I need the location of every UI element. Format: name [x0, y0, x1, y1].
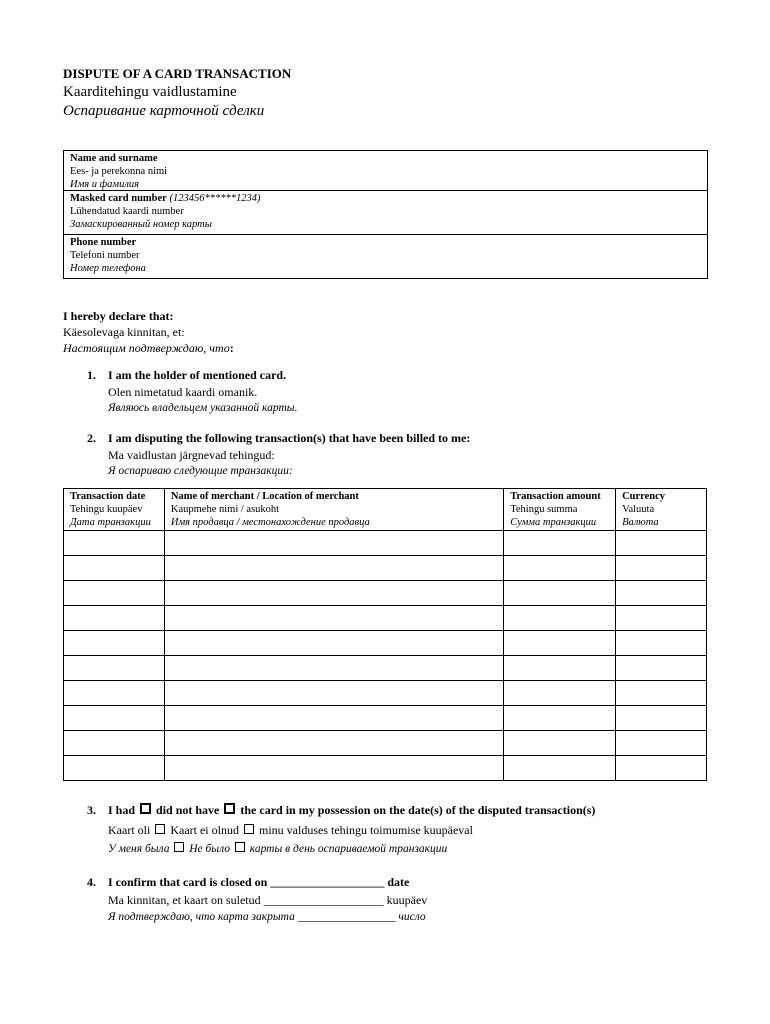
- statement-2-number: 2.: [87, 431, 96, 445]
- statement-3-et-b: Kaart ei olnud: [170, 822, 239, 837]
- table-row: [64, 631, 707, 656]
- statement-4-et-a: Ma kinnitan, et kaart on suletud: [108, 892, 261, 907]
- title-english: DISPUTE OF A CARD TRANSACTION: [63, 66, 292, 81]
- title-russian: Оспаривание карточной сделки: [63, 103, 265, 119]
- table-row: [64, 706, 707, 731]
- header-merchant: Name of merchant / Location of merchant Kaupmehe nimi / asukoht Имя продавца / местонахождение продавца: [164, 489, 503, 531]
- statement-1-ru: Являюсь владельцем указанной карты.: [108, 402, 298, 414]
- statement-3-en-b: did not have: [156, 803, 220, 817]
- card-label-en: Masked card number: [70, 193, 167, 204]
- table-row: [64, 606, 707, 631]
- statement-4-en-b: date: [387, 875, 410, 889]
- table-row: [64, 556, 707, 581]
- merchant-cell[interactable]: [164, 581, 503, 606]
- header-currency: Currency Valuuta Валюта: [616, 489, 707, 531]
- phone-label-en: Phone number: [70, 237, 137, 248]
- phone-label-et: Telefoni number: [70, 250, 140, 261]
- amount-cell[interactable]: [504, 731, 616, 756]
- transactions-table: [63, 488, 707, 781]
- statement-4-et-b: kuupäev: [386, 892, 428, 907]
- statement-3-ru-c: карты в день оспариваемой транзакции: [249, 843, 448, 855]
- amount-cell[interactable]: [504, 581, 616, 606]
- statement-3-et-a: Kaart oli: [108, 822, 151, 837]
- card-label-ru: Замаскированный номер карты: [70, 219, 212, 230]
- statement-1-number: 1.: [87, 368, 96, 382]
- statement-3-ru-b: Не было: [189, 843, 230, 855]
- close-date-blank-en[interactable]: ___________________: [270, 875, 385, 889]
- name-field[interactable]: [64, 151, 707, 191]
- currency-cell[interactable]: [616, 606, 707, 631]
- phone-label-ru: Номер телефона: [70, 263, 146, 274]
- amount-cell[interactable]: [504, 756, 616, 781]
- merchant-cell[interactable]: [164, 681, 503, 706]
- statement-4-ru-b: число: [398, 911, 426, 923]
- currency-cell[interactable]: [616, 581, 707, 606]
- phone-field[interactable]: [64, 235, 707, 278]
- date-cell[interactable]: [64, 681, 165, 706]
- kaart-oli-checkbox[interactable]: [155, 824, 165, 834]
- date-cell[interactable]: [64, 631, 165, 656]
- currency-cell[interactable]: [616, 756, 707, 781]
- currency-cell[interactable]: [616, 631, 707, 656]
- name-label-en: Name and surname: [70, 153, 158, 164]
- declare-ru-colon: :: [229, 341, 234, 355]
- date-cell[interactable]: [64, 706, 165, 731]
- ru-had-checkbox[interactable]: [174, 842, 184, 852]
- statement-3-en-a: I had: [108, 803, 136, 817]
- merchant-cell[interactable]: [164, 656, 503, 681]
- amount-cell[interactable]: [504, 606, 616, 631]
- table-row: [64, 656, 707, 681]
- close-date-blank-et[interactable]: ____________________: [263, 892, 384, 907]
- merchant-cell[interactable]: [164, 531, 503, 556]
- header-amount: Transaction amount Tehingu summa Сумма транзакции: [504, 489, 616, 531]
- currency-cell[interactable]: [616, 656, 707, 681]
- declare-en: I hereby declare that:: [63, 309, 174, 323]
- statement-2-et: Ma vaidlustan järgnevad tehingud:: [108, 447, 275, 462]
- name-label-et: Ees- ja perekonna nimi: [70, 166, 168, 177]
- statement-3-en-c: the card in my possession on the date(s) of the disputed transaction(s): [240, 803, 596, 817]
- table-row: [64, 531, 707, 556]
- name-label-ru: Имя и фамилия: [70, 179, 140, 190]
- amount-cell[interactable]: [504, 706, 616, 731]
- statement-1-et: Olen nimetatud kaardi omanik.: [108, 384, 258, 399]
- table-header-row: [64, 489, 707, 531]
- date-cell[interactable]: [64, 531, 165, 556]
- date-cell[interactable]: [64, 581, 165, 606]
- ru-not-had-checkbox[interactable]: [235, 842, 245, 852]
- had-card-checkbox[interactable]: [140, 803, 151, 814]
- merchant-cell[interactable]: [164, 756, 503, 781]
- date-cell[interactable]: [64, 656, 165, 681]
- table-row: [64, 756, 707, 781]
- currency-cell[interactable]: [616, 556, 707, 581]
- close-date-blank-ru[interactable]: _________________: [297, 911, 396, 923]
- statement-2-en: I am disputing the following transaction(s) that have been billed to me:: [108, 431, 471, 445]
- personal-info-box: [63, 150, 708, 279]
- card-example: (123456******1234): [169, 193, 261, 204]
- amount-cell[interactable]: [504, 556, 616, 581]
- statement-3-number: 3.: [87, 803, 96, 817]
- statement-4-number: 4.: [87, 875, 96, 889]
- amount-cell[interactable]: [504, 531, 616, 556]
- statement-4-ru-a: Я подтверждаю, что карта закрыта: [108, 911, 295, 923]
- table-row: [64, 681, 707, 706]
- table-row: [64, 731, 707, 756]
- merchant-cell[interactable]: [164, 731, 503, 756]
- statement-3-et-c: minu valduses tehingu toimumise kuupäeval: [258, 822, 473, 837]
- statement-4-en-a: I confirm that card is closed on: [108, 875, 268, 889]
- merchant-cell[interactable]: [164, 631, 503, 656]
- card-number-field[interactable]: [64, 191, 707, 235]
- statement-2-ru: Я оспариваю следующие транзакции:: [108, 465, 293, 477]
- kaart-ei-olnud-checkbox[interactable]: [244, 824, 254, 834]
- amount-cell[interactable]: [504, 681, 616, 706]
- table-row: [64, 581, 707, 606]
- merchant-cell[interactable]: [164, 606, 503, 631]
- header-date: Transaction date Tehingu kuupäev Дата транзакции: [64, 489, 165, 531]
- title-estonian: Kaarditehingu vaidlustamine: [63, 84, 237, 100]
- currency-cell[interactable]: [616, 531, 707, 556]
- transactions-body: [64, 531, 707, 781]
- statement-1-en: I am the holder of mentioned card.: [108, 368, 287, 382]
- statement-3-ru-a: У меня была: [108, 843, 170, 855]
- date-cell[interactable]: [64, 556, 165, 581]
- amount-cell[interactable]: [504, 631, 616, 656]
- merchant-cell[interactable]: [164, 706, 503, 731]
- currency-cell[interactable]: [616, 706, 707, 731]
- merchant-cell[interactable]: [164, 556, 503, 581]
- did-not-have-card-checkbox[interactable]: [224, 803, 235, 814]
- currency-cell[interactable]: [616, 731, 707, 756]
- declare-ru: Настоящим подтверждаю, что: [63, 341, 230, 355]
- date-cell[interactable]: [64, 756, 165, 781]
- declaration-intro: [63, 308, 234, 356]
- date-cell[interactable]: [64, 606, 165, 631]
- amount-cell[interactable]: [504, 656, 616, 681]
- currency-cell[interactable]: [616, 681, 707, 706]
- card-label-et: Lühendatud kaardi number: [70, 206, 184, 217]
- declare-et: Käesolevaga kinnitan, et:: [63, 325, 185, 339]
- date-cell[interactable]: [64, 731, 165, 756]
